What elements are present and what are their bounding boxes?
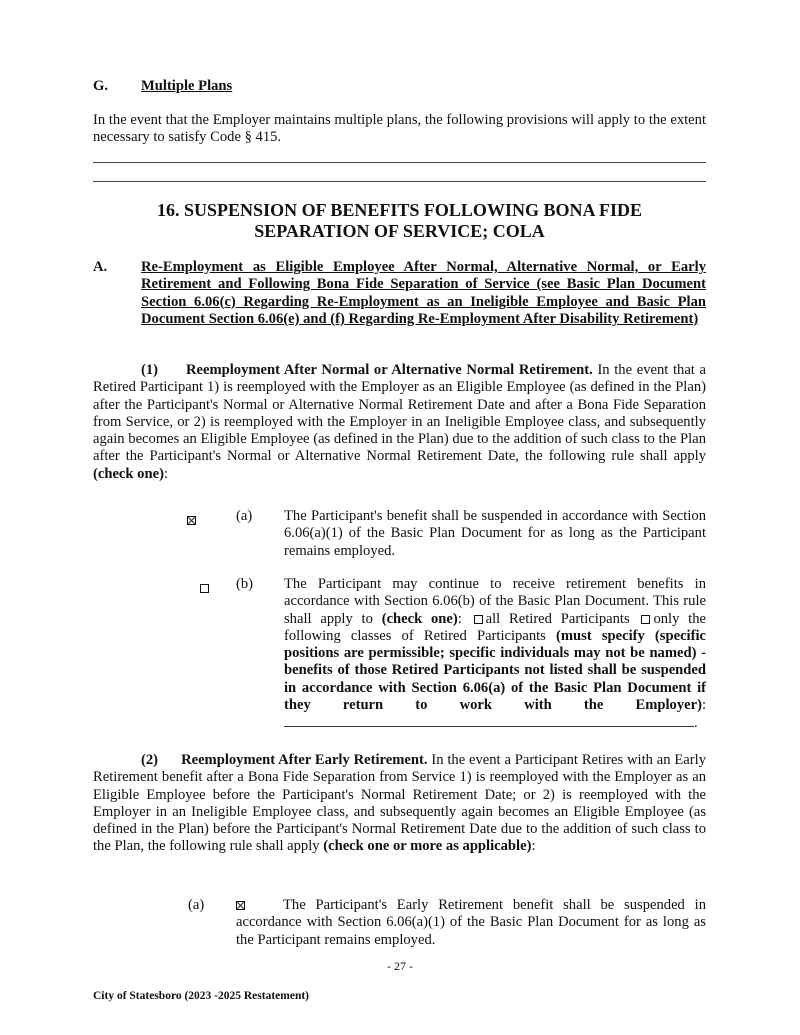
option-b-all-retired-text: all Retired Participants [485, 610, 630, 627]
option-b-must-specify: (must specify (specific positions are permissible; specific individuals may not be named) - benefits of those Retired Participants not listed shall be suspended in accordance with Section 6.06(a) of the Basic Plan Document if they return to work with the Employer) [284, 627, 706, 714]
option-b-end: . [694, 715, 698, 732]
page-number: - 27 - [387, 959, 413, 973]
footer-document-name: City of Statesboro (2023 -2025 Restatement) [93, 990, 310, 1002]
blank-line-1[interactable] [93, 162, 706, 163]
paragraph-1-body: In the event that a Retired Participant 1) is reemployed with the Employer as an Eligible Employee (as defined in the Plan) after the Participant's Normal or Alternative Normal Retirement Date and after a Bona Fide Separation from Service, or 2) is reemployed with the Employer in an Ineligible Employee class, and subsequently again becomes an Eligible Employee (as defined in the Plan) due to the addition of such class to the Plan after the Participant's Normal or Alternative Normal Retirement Date, the following rule shall apply [93, 362, 706, 465]
para2-option-a-text [236, 897, 706, 949]
paragraph-2-colon: : [531, 838, 536, 855]
paragraph-2-heading: Reemployment After Early Retirement. [181, 752, 428, 768]
option-b-tail: : [701, 697, 706, 714]
option-b-check-one: (check one) [381, 610, 458, 627]
option-a-checkbox[interactable] [187, 516, 196, 525]
blank-line-2[interactable] [93, 181, 706, 182]
paragraph-1-number: (1) [141, 362, 159, 378]
paragraph-1-colon: : [163, 465, 168, 482]
paragraph-2-body: In the event a Participant Retires with an Early Retirement benefit after a Bona Fide Separation from Service 1) is reemployed with the Employer as an Eligible Employee before the Participant's Normal Retirement Date; or 2) is reemployed with the Employer in an Ineligible Employee class, and subsequently again becomes an Eligible Employee (as defined in the Plan) before the Participant's Normal Retirement Date due to the addition of such class to the Plan, the following rule shall apply [93, 752, 706, 855]
option-b-all-retired-checkbox[interactable] [474, 615, 483, 624]
paragraph-2 [93, 752, 706, 856]
paragraph-2-number: (2) [141, 752, 159, 768]
option-b-text [284, 576, 706, 733]
option-b-checkbox[interactable] [200, 584, 209, 593]
article-title-line-1: 16. SUSPENSION OF BENEFITS FOLLOWING BONA FIDE [157, 200, 642, 220]
option-b-text-1: The Participant may continue to receive retirement benefits in accordance with Section 6.06(b) of the Basic Plan Document. This rule shall apply to [284, 576, 706, 627]
section-g-letter: G. [93, 78, 108, 94]
section-g-body: In the event that the Employer maintains multiple plans, the following provisions will apply to the extent necessary to satisfy Code § 415. [93, 112, 706, 146]
option-a-label: (a) [236, 508, 253, 524]
para2-option-a-label: (a) [188, 897, 205, 913]
option-b-only-classes-checkbox[interactable] [641, 615, 650, 624]
paragraph-1-heading: Reemployment After Normal or Alternative Normal Retirement. [185, 362, 593, 378]
section-a-title: Re-Employment as Eligible Employee After Normal, Alternative Normal, or Early Retirement and Following Bona Fide Separation of Service (see Basic Plan Document Section 6.06(c) Regarding Re-Employment as an Ineligible Employee and Basic Plan Document Section 6.06(e) and (f) Regarding Re-Employment After Disability Retirement) [141, 259, 706, 327]
paragraph-1-instruction: (check one) [93, 465, 164, 482]
option-b-colon: : [457, 610, 462, 627]
para2-option-a-checkbox[interactable] [236, 901, 245, 910]
section-g-title: Multiple Plans [141, 78, 233, 94]
option-b-only-classes-text: only the following classes of Retired Participants [284, 610, 706, 644]
section-a-letter: A. [93, 259, 108, 275]
paragraph-2-instruction: (check one or more as applicable) [323, 838, 532, 855]
para2-option-a-body: The Participant's Early Retirement benefit shall be suspended in accordance with Section 6.06(a)(1) of the Basic Plan Document for as long as the Participant remains employed. [236, 897, 706, 948]
article-title-line-2: SEPARATION OF SERVICE; COLA [254, 221, 545, 241]
paragraph-1 [93, 362, 706, 483]
option-a-text: The Participant's benefit shall be suspended in accordance with Section 6.06(a)(1) of the Basic Plan Document for as long as the Participant remains employed. [284, 508, 706, 559]
option-b-label: (b) [236, 576, 254, 592]
option-b-specify-field[interactable] [284, 714, 694, 727]
article-title [93, 200, 706, 242]
